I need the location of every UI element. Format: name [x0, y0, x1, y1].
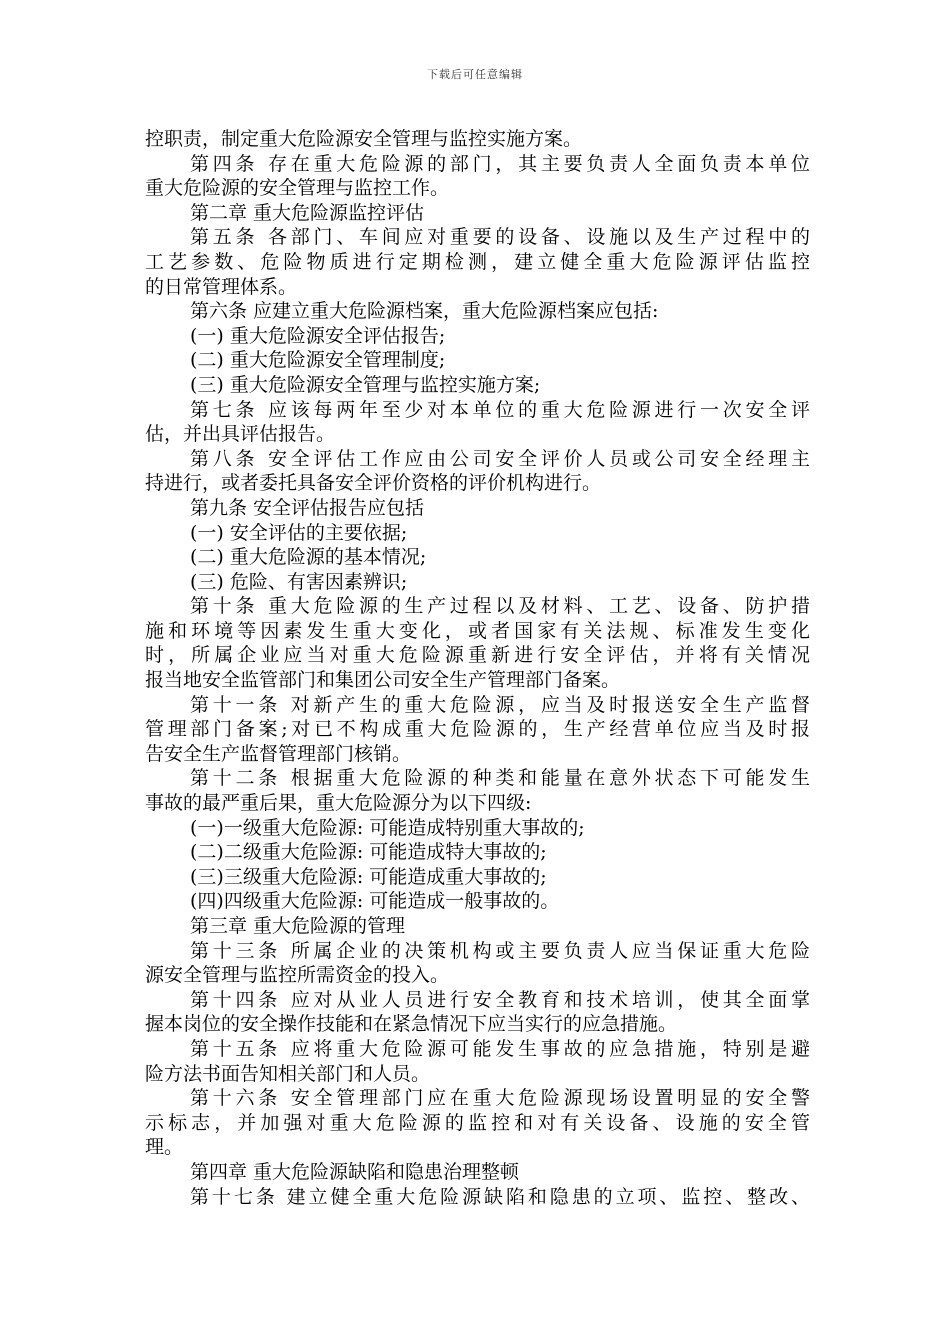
- text-line: 第九条 安全评估报告应包括: [190, 496, 425, 519]
- text-line: 第五条 各部门、车间应对重要的设备、设施以及生产过程中的: [190, 226, 810, 249]
- text-line: 管理部门备案;对已不构成重大危险源的，生产经营单位应当及时报: [145, 718, 810, 741]
- text-line: (一)一级重大危险源: 可能造成特别重大事故的;: [190, 816, 585, 839]
- text-line: 第十三条 所属企业的决策机构或主要负责人应当保证重大危险: [190, 939, 810, 962]
- text-line: 报当地安全监管部门和集团公司安全生产管理部门备案。: [145, 669, 621, 692]
- text-line: 重大危险源的安全管理与监控工作。: [145, 177, 450, 200]
- text-line: 第四章 重大危险源缺陷和隐患治理整顿: [190, 1160, 520, 1183]
- document-body: [145, 127, 810, 1209]
- text-line: 第二章 重大危险源监控评估: [190, 201, 425, 224]
- text-line: 告安全生产监督管理部门核销。: [145, 742, 412, 765]
- text-line: (一) 安全评估的主要依据;: [190, 521, 408, 544]
- text-line: 第十二条 根据重大危险源的种类和能量在意外状态下可能发生: [190, 767, 810, 790]
- text-line: 事故的最严重后果，重大危险源分为以下四级:: [145, 792, 532, 815]
- text-line: 第十六条 安全管理部门应在重大危险源现场设置明显的安全警: [190, 1087, 810, 1110]
- text-line: (三) 重大危险源安全管理与监控实施方案;: [190, 373, 541, 396]
- text-line: 源安全管理与监控所需资金的投入。: [145, 964, 450, 987]
- text-line: 握本岗位的安全操作技能和在紧急情况下应当实行的应急措施。: [145, 1013, 678, 1036]
- text-line: 第十条 重大危险源的生产过程以及材料、工艺、设备、防护措: [190, 595, 810, 618]
- text-line: 第四条 存在重大危险源的部门，其主要负责人全面负责本单位: [190, 152, 810, 175]
- text-line: (三)三级重大危险源: 可能造成重大事故的;: [190, 865, 547, 888]
- text-line: 第十七条 建立健全重大危险源缺陷和隐患的立项、监控、整改、: [190, 1185, 810, 1208]
- text-line: (四)四级重大危险源: 可能造成一般事故的。: [190, 890, 560, 913]
- text-line: 工艺参数、危险物质进行定期检测，建立健全重大危险源评估监控: [145, 250, 810, 273]
- text-line: 险方法书面告知相关部门和人员。: [145, 1062, 431, 1085]
- text-line: 估，并出具评估报告。: [145, 423, 336, 446]
- text-line: 时，所属企业应当对重大危险源重新进行安全评估，并将有关情况: [145, 644, 810, 667]
- text-line: 持进行，或者委托具备安全评价资格的评价机构进行。: [145, 472, 602, 495]
- text-line: (二) 重大危险源的基本情况;: [190, 546, 427, 569]
- text-line: 第十四条 应对从业人员进行安全教育和技术培训，使其全面掌: [190, 988, 810, 1011]
- text-line: 示标志，并加强对重大危险源的监控和对有关设备、设施的安全管: [145, 1111, 810, 1134]
- text-line: 第十五条 应将重大危险源可能发生事故的应急措施，特别是避: [190, 1037, 810, 1060]
- text-line: 理。: [145, 1136, 184, 1159]
- text-line: (三) 危险、有害因素辨识;: [190, 570, 408, 593]
- text-line: 的日常管理体系。: [145, 275, 298, 298]
- text-line: 控职责，制定重大危险源安全管理与监控实施方案。: [145, 128, 583, 150]
- text-line: 第六条 应建立重大危险源档案，重大危险源档案应包括:: [190, 300, 659, 323]
- header-note: 下载后可任意编辑: [427, 68, 523, 81]
- text-line: (一) 重大危险源安全评估报告;: [190, 324, 446, 347]
- text-line: (二) 重大危险源安全管理制度;: [190, 349, 446, 372]
- text-line: (二)二级重大危险源: 可能造成特大事故的;: [190, 841, 547, 864]
- text-line: 第八条 安全评估工作应由公司安全评价人员或公司安全经理主: [190, 447, 810, 470]
- text-line: 第十一条 对新产生的重大危险源，应当及时报送安全生产监督: [190, 693, 810, 716]
- text-line: 第七条 应该每两年至少对本单位的重大危险源进行一次安全评: [190, 398, 810, 421]
- text-line: 施和环境等因素发生重大变化，或者国家有关法规、标准发生变化: [145, 619, 810, 642]
- text-line: 第三章 重大危险源的管理: [190, 915, 406, 937]
